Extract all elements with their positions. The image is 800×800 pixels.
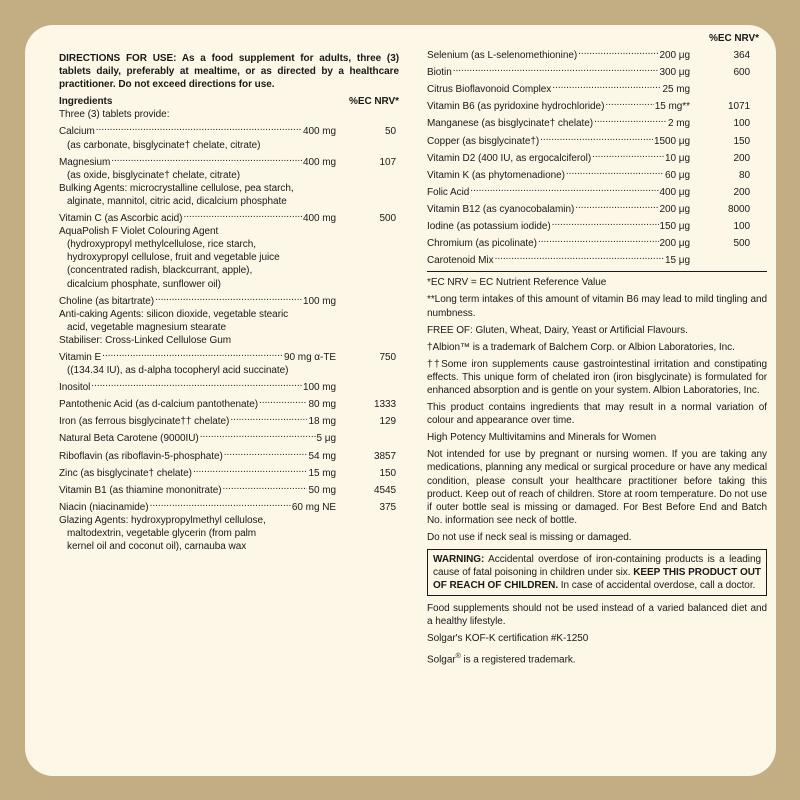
ingredient-amount: 80 mg bbox=[308, 399, 336, 411]
kofk-certification: Solgar's KOF-K certification #K-1250 bbox=[427, 633, 589, 645]
ingredient-name: Carotenoid Mix bbox=[427, 255, 494, 267]
ingredient-nrv: 107 bbox=[379, 156, 396, 168]
ingredient-amount: 200 μg bbox=[659, 50, 690, 62]
ingredient-name: Vitamin E bbox=[59, 351, 102, 363]
dot-leader bbox=[155, 291, 302, 304]
ingredient-subtext: (as carbonate, bisglycinate† chelate, citrate) bbox=[67, 139, 261, 151]
ingredient-amount: 100 mg bbox=[302, 295, 336, 307]
left-ingredient-list bbox=[59, 121, 399, 553]
ingredient-name: Magnesium bbox=[59, 156, 111, 168]
right-ingredient-list bbox=[427, 45, 767, 267]
ingredient-amount: 400 mg bbox=[302, 126, 336, 138]
dot-leader bbox=[223, 480, 308, 493]
ingredient-text: Glazing Agents: hydroxypropylmethyl cellulose, bbox=[59, 514, 266, 526]
dot-leader bbox=[592, 148, 664, 161]
variation-note: This product contains ingredients that may result in a normal variation of colour and appearance over time. bbox=[427, 402, 767, 427]
dot-leader bbox=[150, 497, 291, 510]
ingredient-subtext: maltodextrin, vegetable glycerin (from palm bbox=[67, 528, 257, 539]
ingredient-nrv: 100 bbox=[733, 221, 750, 233]
ingredient-row bbox=[59, 208, 399, 225]
dot-leader bbox=[200, 428, 316, 441]
ingredient-row bbox=[59, 121, 399, 138]
ingredient-name: Niacin (niacinamide) bbox=[59, 501, 149, 513]
warning-label: WARNING: bbox=[433, 554, 485, 565]
ingredient-row bbox=[59, 463, 399, 480]
ingredient-subtext: (as oxide, bisglycinate† chelate, citrate) bbox=[67, 169, 240, 181]
ingredient-row bbox=[59, 497, 399, 514]
ingredient-name: Vitamin B6 (as pyridoxine hydrochloride) bbox=[427, 101, 605, 113]
dot-leader bbox=[183, 208, 301, 221]
ingredient-name: Vitamin D2 (400 IU, as ergocalciferol) bbox=[427, 152, 592, 164]
ingredient-name: Zinc (as bisglycinate† chelate) bbox=[59, 467, 192, 479]
ingredient-row bbox=[59, 428, 399, 445]
warning-text-2: In case of accidental overdose, call a doctor. bbox=[558, 580, 756, 592]
ingredients-title: Ingredients bbox=[59, 96, 113, 108]
ingredient-amount: 10 μg bbox=[665, 152, 690, 164]
dot-leader bbox=[575, 199, 658, 212]
ingredient-name: Vitamin B12 (as cyanocobalamin) bbox=[427, 203, 575, 215]
ingredient-row bbox=[427, 233, 767, 250]
ingredient-nrv: 150 bbox=[733, 135, 750, 147]
ingredient-amount: 400 μg bbox=[659, 186, 690, 198]
ingredient-amount: 50 mg bbox=[308, 484, 336, 496]
dot-leader bbox=[96, 121, 302, 134]
ingredient-amount: 60 mg NE bbox=[291, 501, 336, 513]
dot-leader bbox=[605, 96, 653, 109]
ingredient-amount: 90 mg α-TE bbox=[284, 351, 336, 363]
ingredient-subtext: hydroxypropyl cellulose, fruit and vegetable juice bbox=[67, 252, 280, 264]
registered-trademark-note bbox=[427, 650, 767, 666]
ingredient-name: Copper (as bisglycinate†) bbox=[427, 135, 540, 147]
ingredient-row bbox=[427, 182, 767, 199]
dot-leader bbox=[594, 113, 667, 126]
potency-note: High Potency Multivitamins and Minerals for Women bbox=[427, 432, 657, 444]
dot-leader bbox=[566, 165, 664, 178]
dot-leader bbox=[495, 250, 664, 263]
ingredient-amount: 1500 μg bbox=[654, 135, 690, 147]
ingredient-row bbox=[427, 165, 767, 182]
ingredient-text: Stabiliser: Cross-Linked Cellulose Gum bbox=[59, 334, 232, 346]
ingredients-header bbox=[59, 95, 399, 108]
ingredient-amount: 150 μg bbox=[659, 221, 690, 233]
ingredient-subtext: acid, vegetable magnesium stearate bbox=[67, 321, 226, 333]
dot-leader bbox=[453, 62, 659, 75]
ingredient-amount: 200 μg bbox=[659, 238, 690, 250]
ingredient-row bbox=[59, 347, 399, 364]
ingredient-row bbox=[427, 45, 767, 62]
ingredient-amount: 15 μg bbox=[665, 255, 690, 267]
ingredient-name: Vitamin B1 (as thiamine mononitrate) bbox=[59, 484, 222, 496]
ingredient-row bbox=[427, 62, 767, 79]
ingredient-name: Manganese (as bisglycinate† chelate) bbox=[427, 118, 594, 130]
dot-leader bbox=[259, 394, 307, 407]
ingredient-row bbox=[427, 131, 767, 148]
dot-leader bbox=[102, 347, 283, 360]
ingredient-row bbox=[59, 480, 399, 497]
ingredient-nrv: 80 bbox=[738, 169, 750, 181]
dot-leader bbox=[230, 411, 307, 424]
ingredient-row bbox=[59, 152, 399, 169]
ingredient-nrv: 364 bbox=[733, 50, 750, 62]
registered-mark: ® bbox=[455, 652, 461, 660]
ec-nrv-note: *EC NRV = EC Nutrient Reference Value bbox=[427, 277, 607, 289]
dot-leader bbox=[552, 216, 659, 229]
ingredient-row bbox=[427, 216, 767, 233]
free-of-note: FREE OF: Gluten, Wheat, Dairy, Yeast or Artificial Flavours. bbox=[427, 324, 688, 336]
ingredient-amount: 15 mg bbox=[308, 467, 336, 479]
ingredient-nrv: 3857 bbox=[373, 450, 396, 462]
ingredient-text: Anti-caking Agents: silicon dioxide, vegetable stearic bbox=[59, 308, 289, 320]
ingredient-row bbox=[427, 113, 767, 130]
ingredient-amount: 18 mg bbox=[308, 416, 336, 428]
ingredient-name: Pantothenic Acid (as d-calcium pantothenate) bbox=[59, 399, 259, 411]
warning-keep-away: KEEP THIS PRODUCT OUT OF REACH OF CHILDREN. bbox=[433, 567, 761, 592]
ingredient-row bbox=[59, 377, 399, 394]
nrv-column-header: %EC NRV* bbox=[349, 96, 399, 108]
ingredient-name: Selenium (as L-selenomethionine) bbox=[427, 50, 578, 62]
ingredient-amount: 100 mg bbox=[302, 382, 336, 394]
ingredient-nrv: 200 bbox=[733, 186, 750, 198]
ingredient-name: Riboflavin (as riboflavin-5-phosphate) bbox=[59, 450, 223, 462]
ingredient-row bbox=[59, 411, 399, 428]
ingredient-subtext: (concentrated radish, blackcurrant, apple), bbox=[67, 265, 253, 277]
dot-leader bbox=[538, 233, 659, 246]
ingredient-name: Iodine (as potassium iodide) bbox=[427, 221, 551, 233]
ingredient-name: Choline (as bitartrate) bbox=[59, 295, 155, 307]
ingredient-amount: 400 mg bbox=[302, 156, 336, 168]
iron-note: ††Some iron supplements cause gastrointestinal irritation and constipating effects. This unique form of chelated iron (iron bisglycinate) is formulated for enhanced absorption and is gentle on your system. Albion Laboratories, Inc. bbox=[427, 358, 767, 396]
ingredient-nrv: 1071 bbox=[727, 101, 750, 113]
ingredient-nrv: 150 bbox=[379, 467, 396, 479]
neck-seal-note: Do not use if neck seal is missing or damaged. bbox=[427, 531, 632, 543]
dot-leader bbox=[193, 463, 307, 476]
ingredient-name: Citrus Bioflavonoid Complex bbox=[427, 84, 552, 96]
ingredient-subtext: ((134.34 IU), as d-alpha tocopheryl acid succinate) bbox=[67, 365, 289, 377]
ingredient-subtext: (hydroxypropyl methylcellulose, rice starch, bbox=[67, 239, 256, 251]
ingredient-row bbox=[427, 148, 767, 165]
ingredient-nrv: 129 bbox=[379, 416, 396, 428]
ingredient-text: Bulking Agents: microcrystalline cellulose, pea starch, bbox=[59, 182, 294, 194]
ingredient-text: AquaPolish F Violet Colouring Agent bbox=[59, 226, 219, 238]
ingredient-nrv: 375 bbox=[379, 501, 396, 513]
ingredient-nrv: 600 bbox=[733, 67, 750, 79]
ingredient-nrv: 500 bbox=[379, 213, 396, 225]
ingredient-nrv: 200 bbox=[733, 152, 750, 164]
brand-name: Solgar bbox=[427, 653, 456, 665]
ingredient-subtext: alginate, mannitol, citric acid, dicalcium phosphate bbox=[67, 195, 287, 207]
ingredient-row bbox=[59, 394, 399, 411]
ingredient-amount: 400 mg bbox=[302, 213, 336, 225]
diet-note: Food supplements should not be used instead of a varied balanced diet and a healthy lifestyle. bbox=[427, 603, 767, 628]
dot-leader bbox=[224, 446, 308, 459]
warning-text-1: Accidental overdose of iron-containing products is a leading cause of fatal poisoning in children under six. bbox=[433, 554, 761, 579]
ingredient-row bbox=[427, 96, 767, 113]
b6-warning-note: **Long term intakes of this amount of vitamin B6 may lead to mild tingling and numbness. bbox=[427, 294, 767, 319]
ingredient-name: Vitamin K (as phytomenadione) bbox=[427, 169, 565, 181]
ingredient-amount: 15 mg** bbox=[654, 101, 690, 113]
ingredient-name: Inositol bbox=[59, 382, 91, 394]
dot-leader bbox=[552, 79, 661, 92]
albion-trademark-note: †Albion™ is a trademark of Balchem Corp. or Albion Laboratories, Inc. bbox=[427, 341, 735, 353]
ingredient-name: Natural Beta Carotene (9000IU) bbox=[59, 433, 199, 445]
dot-leader bbox=[540, 131, 653, 144]
ingredient-nrv: 50 bbox=[384, 126, 396, 138]
ingredient-name: Chromium (as picolinate) bbox=[427, 238, 537, 250]
iron-warning-box bbox=[427, 549, 767, 596]
ingredient-row bbox=[427, 199, 767, 216]
ingredient-nrv: 500 bbox=[733, 238, 750, 250]
ingredient-amount: 200 μg bbox=[659, 203, 690, 215]
ingredient-name: Folic Acid bbox=[427, 186, 470, 198]
ingredient-amount: 5 μg bbox=[316, 433, 336, 445]
divider bbox=[427, 271, 767, 272]
ingredient-nrv: 4545 bbox=[373, 484, 396, 496]
provide-text: Three (3) tablets provide: bbox=[59, 109, 170, 121]
ingredient-row bbox=[427, 250, 767, 267]
trademark-text: is a registered trademark. bbox=[460, 653, 576, 665]
not-intended-note: Not intended for use by pregnant or nursing women. If you are taking any medications, planning any medical or surgical procedure or have any medical condition, please consult your healthcare practitioner before taking this product. Keep out of reach of children. Store at room temperature. Do not use if outer bottle seal is missing or damaged. For Best Before End and Batch No. information see neck of bottle. bbox=[427, 449, 767, 526]
ingredient-nrv: 100 bbox=[733, 118, 750, 130]
directions-text: DIRECTIONS FOR USE: As a food supplement for adults, three (3) tablets daily, preferably at mealtime, or as directed by a healthcare practitioner. Do not exceed directions for use. bbox=[59, 53, 399, 91]
ingredient-subtext: kernel oil and coconut oil), carnauba wax bbox=[67, 541, 247, 553]
left-column bbox=[59, 52, 399, 553]
ingredient-row bbox=[59, 291, 399, 308]
right-column bbox=[427, 32, 767, 666]
dot-leader bbox=[111, 152, 302, 165]
ingredient-row bbox=[59, 446, 399, 463]
dot-leader bbox=[470, 182, 658, 195]
dot-leader bbox=[91, 377, 302, 390]
ingredient-nrv: 8000 bbox=[727, 203, 750, 215]
ingredient-nrv: 1333 bbox=[373, 399, 396, 411]
ingredient-name: Biotin bbox=[427, 67, 452, 79]
right-nrv-header: %EC NRV* bbox=[709, 33, 759, 44]
ingredient-amount: 25 mg bbox=[662, 84, 690, 96]
ingredient-subtext: dicalcium phosphate, sunflower oil) bbox=[67, 278, 221, 290]
ingredient-name: Iron (as ferrous bisglycinate†† chelate) bbox=[59, 416, 230, 428]
ingredient-nrv: 750 bbox=[379, 351, 396, 363]
dot-leader bbox=[578, 45, 658, 58]
ingredient-name: Vitamin C (as Ascorbic acid) bbox=[59, 213, 183, 225]
ingredient-amount: 300 μg bbox=[659, 67, 690, 79]
ingredient-row bbox=[427, 79, 767, 96]
ingredient-name: Calcium bbox=[59, 126, 95, 138]
ingredient-amount: 54 mg bbox=[308, 450, 336, 462]
ingredient-amount: 60 μg bbox=[665, 169, 690, 181]
ingredient-amount: 2 mg bbox=[667, 118, 690, 130]
